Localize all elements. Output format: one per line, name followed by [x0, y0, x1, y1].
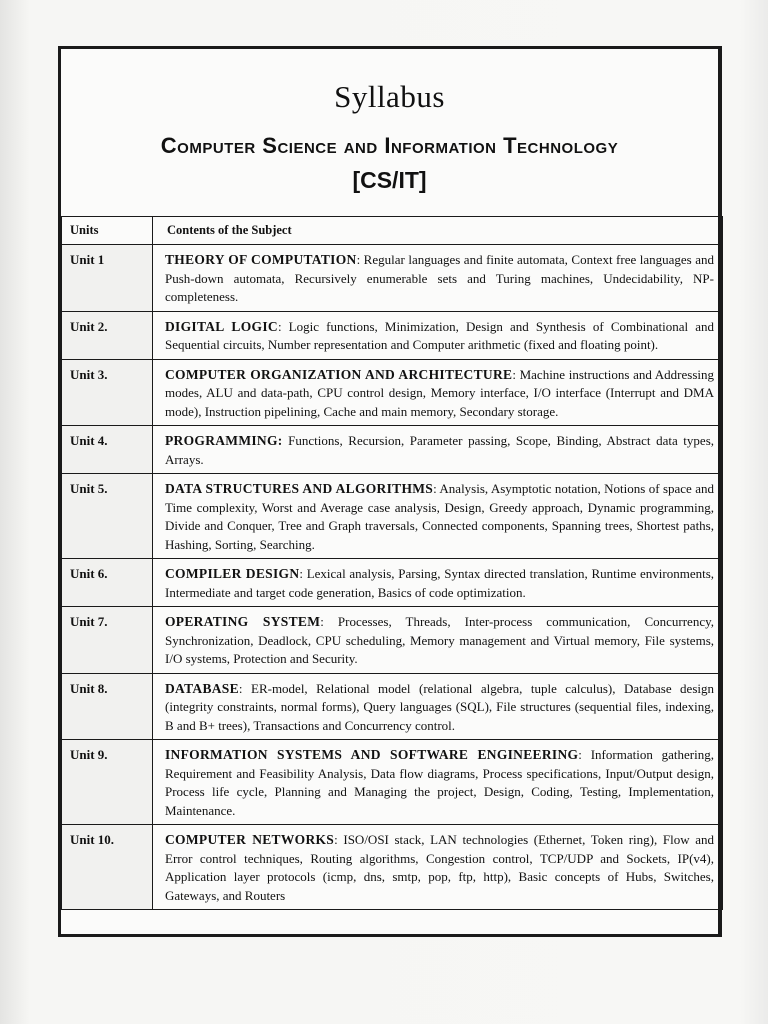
unit-label: Unit 2. [62, 311, 153, 359]
unit-topic: COMPUTER ORGANIZATION AND ARCHITECTURE [165, 366, 513, 382]
unit-description: : Logic functions, Minimization, Design and Synthesis of Combinational and Sequential circuits, Number representation and Computer arithmetic (fixed and floating point). [165, 318, 714, 352]
unit-description: : Processes, Threads, Inter-process communication, Concurrency, Synchronization, Deadlock, CPU scheduling, Memory management and Virtual memory, File systems, I/O systems, Protection and Security. [165, 614, 714, 666]
column-header-contents: Contents of the Subject [153, 217, 723, 245]
unit-topic: THEORY OF COMPUTATION [165, 252, 357, 267]
unit-topic: OPERATING SYSTEM [165, 614, 321, 629]
unit-description: : Machine instructions and Addressing modes, ALU and data-path, CPU control design, Memory interface, I/O interface (Interrupt and DMA mode), Instruction pipelining, Cache and main memory, Secondary storage. [165, 366, 715, 419]
unit-contents [153, 825, 723, 910]
unit-contents [153, 740, 723, 825]
syllabus-header [61, 49, 718, 214]
unit-label: Unit 4. [62, 426, 153, 474]
table-row [62, 740, 723, 825]
unit-contents [153, 245, 723, 312]
unit-label: Unit 9. [62, 740, 153, 825]
unit-label: Unit 5. [62, 474, 153, 559]
unit-contents [153, 673, 723, 740]
unit-description: : Regular languages and finite automata, Context free languages and Push-down automata, Recursively enumerable sets and Turing machines, Undecidability, NP-completeness. [165, 252, 714, 304]
table-row [62, 359, 723, 426]
column-header-units: Units [62, 217, 153, 245]
unit-topic: DATABASE [165, 680, 239, 696]
unit-label: Unit 1 [62, 245, 153, 312]
unit-label: Unit 6. [62, 559, 153, 607]
unit-contents [153, 359, 723, 426]
unit-contents [153, 607, 723, 674]
unit-topic: DATA STRUCTURES AND ALGORITHMS [165, 481, 434, 496]
table-body [62, 245, 723, 910]
subject-title: Computer Science and Information Technology [160, 133, 619, 158]
table-row [62, 245, 723, 312]
subject-code: [CS/IT] [352, 167, 427, 193]
table-row [62, 673, 723, 740]
unit-contents [153, 311, 723, 359]
table-row [62, 825, 723, 910]
table-row [62, 607, 723, 674]
unit-topic: COMPILER DESIGN [165, 566, 300, 581]
unit-topic: PROGRAMMING: [165, 433, 283, 448]
unit-description: : ER-model, Relational model (relational algebra, tuple calculus), Database design (integrity constraints, normal forms), Query languages (SQL), File structures (sequential files, indexing, B and B+ trees), Transactions and Concurrency control. [165, 680, 714, 733]
unit-label: Unit 8. [62, 673, 153, 740]
table-row [62, 474, 723, 559]
unit-label: Unit 3. [62, 359, 153, 426]
unit-topic: COMPUTER NETWORKS [165, 832, 335, 847]
unit-description: : Analysis, Asymptotic notation, Notions of space and Time complexity, Worst and Average case analysis, Design, Greedy approach, Dynamic programming, Divide and Conquer, Tree and Graph traversals, Connected components, Spanning trees, Shortest paths, Hashing, Sorting, Searching. [165, 481, 714, 552]
unit-description: : ISO/OSI stack, LAN technologies (Ethernet, Token ring), Flow and Error control techniques, Routing algorithms, Congestion control, TCP/UDP and Sockets, IP(v4), Application layer protocols (icmp, dns, smtp, pop, ftp, http), Basic concepts of Hubs, Switches, Gateways, and Routers [165, 832, 714, 903]
unit-contents [153, 559, 723, 607]
syllabus-frame [58, 46, 722, 937]
table-row [62, 311, 723, 359]
unit-description: : Information gathering, Requirement and Feasibility Analysis, Data flow diagrams, Process specifications, Input/Output design, Process life cycle, Planning and Managing the project, Design, Coding, Testing, Implementation, Maintenance. [165, 747, 714, 818]
unit-topic: INFORMATION SYSTEMS AND SOFTWARE ENGINEERING [165, 747, 579, 762]
unit-label: Unit 7. [62, 607, 153, 674]
unit-contents [153, 474, 723, 559]
unit-contents [153, 426, 723, 474]
syllabus-table [61, 216, 723, 910]
unit-topic: DIGITAL LOGIC [165, 318, 278, 334]
unit-label: Unit 10. [62, 825, 153, 910]
table-header-row [62, 217, 723, 245]
page-title: Syllabus [334, 79, 445, 114]
unit-description: : Lexical analysis, Parsing, Syntax directed translation, Runtime environments, Intermediate and target code generation, Basics of code optimization. [165, 566, 715, 600]
unit-description: Functions, Recursion, Parameter passing, Scope, Binding, Abstract data types, Arrays. [165, 433, 714, 467]
table-row [62, 559, 723, 607]
table-row [62, 426, 723, 474]
